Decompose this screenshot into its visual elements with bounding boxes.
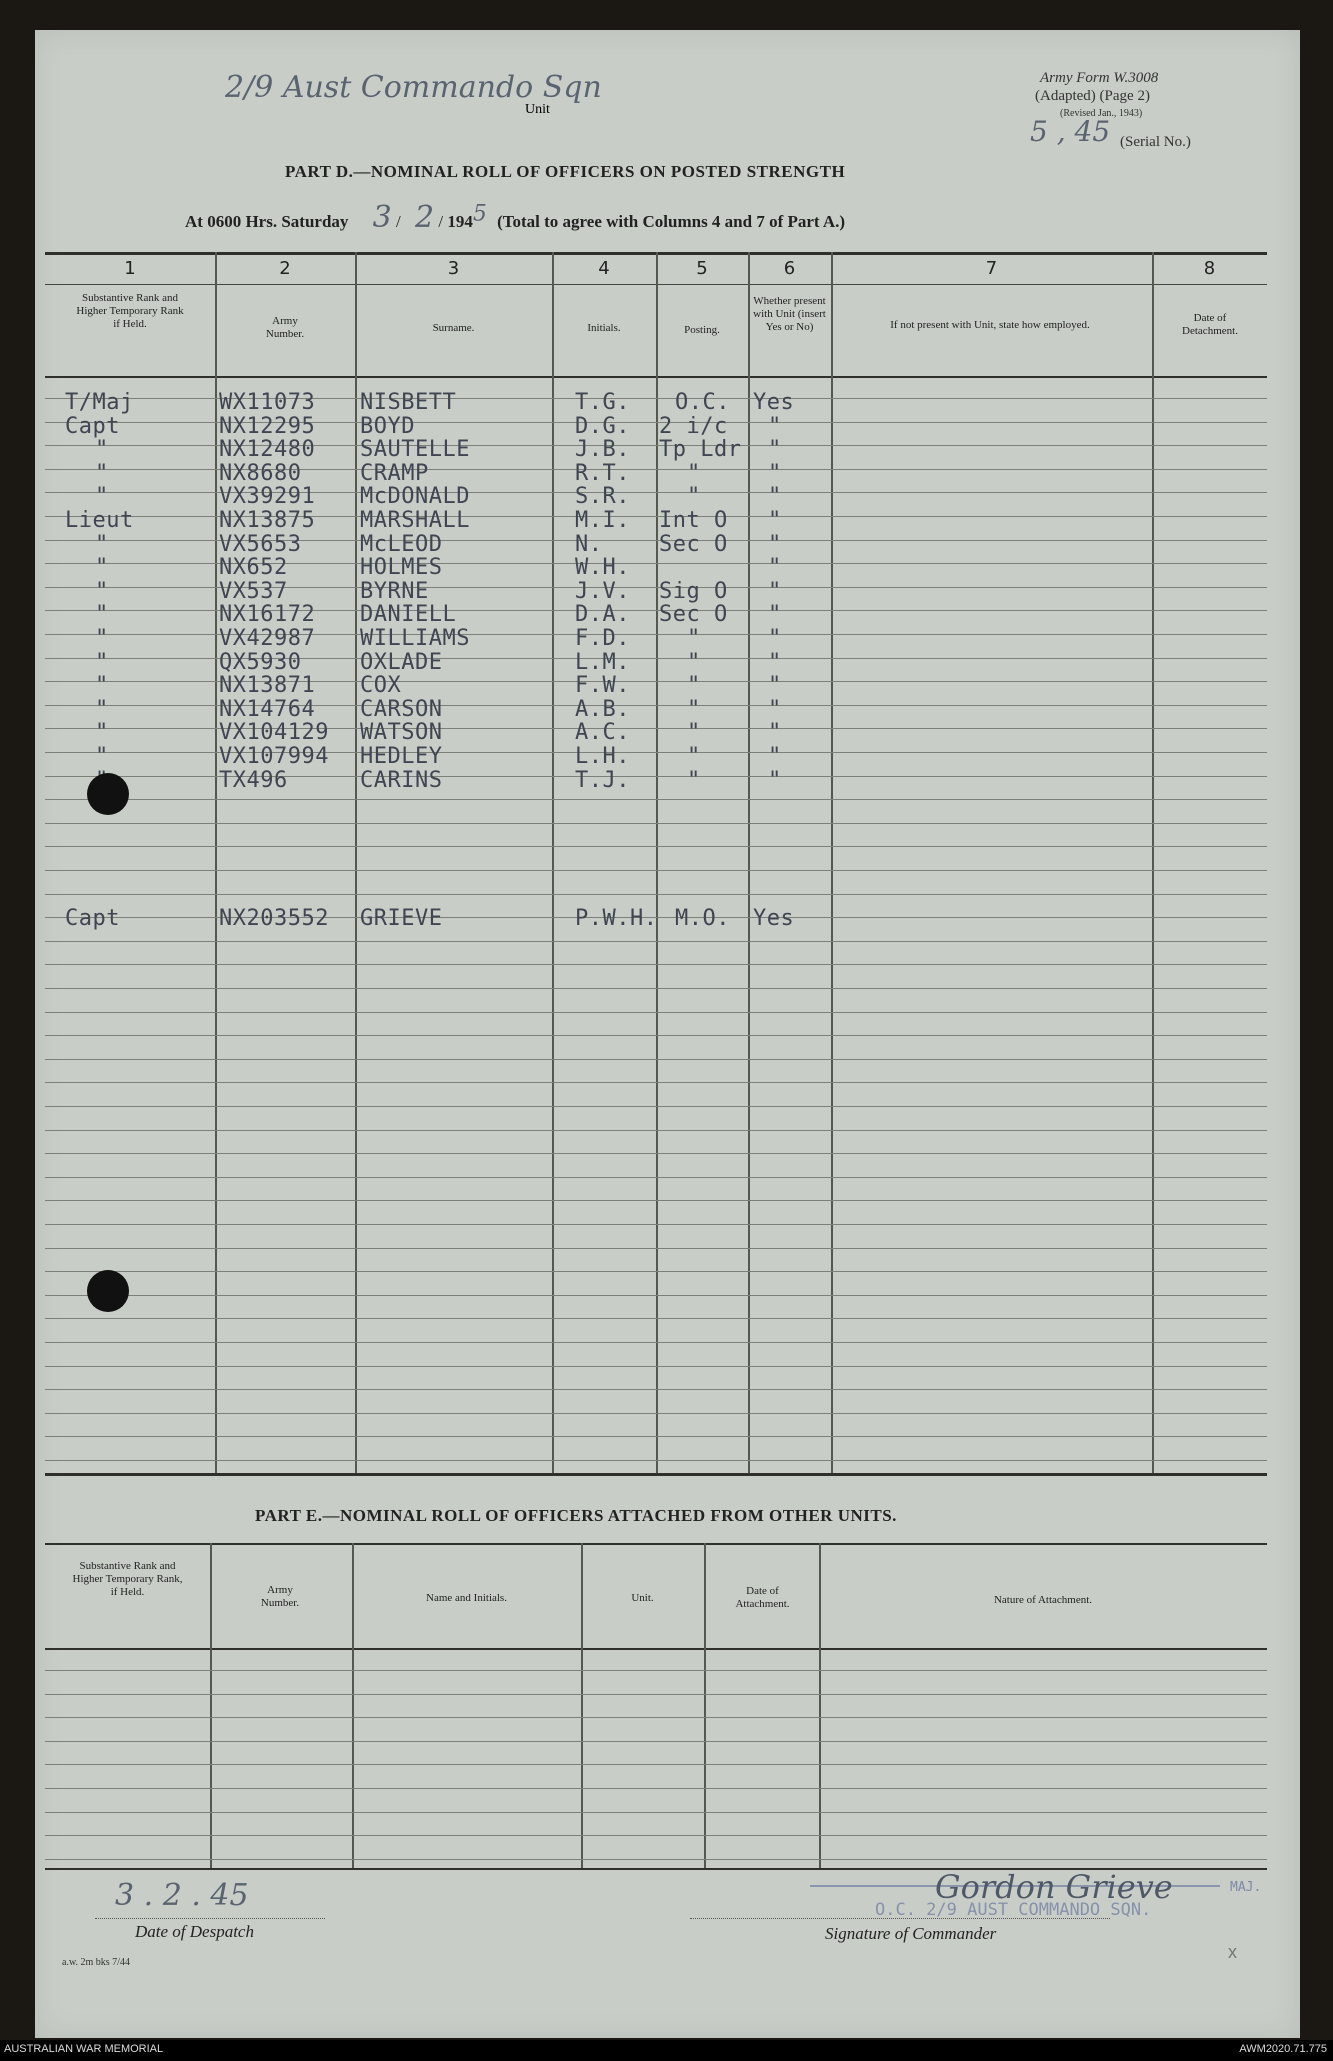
cell-surname: SAUTELLE xyxy=(360,437,470,463)
cell-army-number: WX11073 xyxy=(219,390,316,415)
cell-rank: " xyxy=(95,437,109,463)
cell-surname: CARSON xyxy=(360,696,443,722)
cell-rank: " xyxy=(95,649,109,675)
cell-rank: " xyxy=(95,744,109,769)
cell-posting: " xyxy=(687,649,701,675)
cell-posting: O.C. xyxy=(675,390,730,415)
punch-hole-bottom xyxy=(87,1270,129,1312)
cell-army-number: NX8680 xyxy=(219,460,302,486)
cell-rank: Capt xyxy=(65,906,120,931)
cell-army-number: NX16172 xyxy=(219,602,316,628)
cell-surname: McLEOD xyxy=(360,531,443,557)
form-adapted: (Adapted) (Page 2) xyxy=(1035,88,1150,104)
cell-present: " xyxy=(768,744,782,769)
e-header-name: Name and Initials. xyxy=(426,1592,507,1604)
date-day-hand: 3 xyxy=(372,200,392,235)
cell-initials: A.C. xyxy=(575,720,630,746)
cell-surname: CARINS xyxy=(360,767,443,793)
cell-posting: Sec O xyxy=(659,602,728,628)
cell-rank: " xyxy=(95,460,109,486)
archive-right: AWM2020.71.775 xyxy=(1239,2043,1327,2055)
despatch-date-hand: 3 . 2 . 45 xyxy=(115,1878,249,1913)
cell-initials: D.G. xyxy=(575,413,630,439)
total-note: (Total to agree with Columns 4 and 7 of Part A.) xyxy=(497,212,846,231)
cell-posting: M.O. xyxy=(675,906,730,931)
despatch-label: Date of Despatch xyxy=(135,1922,254,1941)
cell-surname: WATSON xyxy=(360,720,443,746)
e-header-army-number: Army Number. xyxy=(260,1584,300,1609)
cell-surname: OXLADE xyxy=(360,649,443,675)
cell-surname: BOYD xyxy=(360,413,415,439)
col-header-posting: Posting. xyxy=(684,324,720,336)
cell-present: " xyxy=(768,673,782,699)
commander-stamp: O.C. 2/9 AUST COMMANDO SQN. xyxy=(875,1900,1152,1920)
cell-present: " xyxy=(768,602,782,628)
year-prefix: 194 xyxy=(447,212,473,231)
cell-surname: CRAMP xyxy=(360,460,429,486)
year-suffix-hand: 5 xyxy=(472,201,487,227)
form-revised: (Revised Jan., 1943) xyxy=(1060,108,1143,119)
cell-present: " xyxy=(768,460,782,486)
at-prefix: At 0600 Hrs. Saturday xyxy=(185,212,349,231)
col-number-5: 5 xyxy=(696,258,708,279)
cell-rank: Capt xyxy=(65,413,120,439)
col-header-present: Whether present with Unit (insert Yes or No) xyxy=(753,295,826,333)
cell-present: " xyxy=(768,626,782,651)
cell-rank: Lieut xyxy=(65,508,134,533)
cell-initials: T.J. xyxy=(575,767,630,793)
cell-present: " xyxy=(768,555,782,581)
col-header-army-number: Army Number. xyxy=(265,315,305,340)
cell-army-number: NX203552 xyxy=(219,906,329,931)
date-month-hand: 2 xyxy=(414,200,435,235)
e-header-date: Date of Attachment. xyxy=(735,1585,790,1610)
cell-initials: F.D. xyxy=(575,626,630,651)
cell-rank: " xyxy=(95,696,109,722)
cell-surname: HOLMES xyxy=(360,555,443,581)
cell-posting: " xyxy=(687,720,701,746)
cell-present: " xyxy=(768,531,782,557)
cell-present: Yes xyxy=(753,906,795,931)
unit-label: Unit xyxy=(525,102,550,117)
archive-footer xyxy=(0,2040,1333,2061)
cell-surname: GRIEVE xyxy=(360,906,443,931)
e-header-unit: Unit. xyxy=(631,1592,654,1604)
cell-present: " xyxy=(768,649,782,675)
cell-initials: F.W. xyxy=(575,673,630,699)
cell-rank: " xyxy=(95,602,109,628)
col-header-surname: Surname. xyxy=(432,322,475,334)
cell-surname: HEDLEY xyxy=(360,744,443,769)
cell-present: " xyxy=(768,578,782,604)
cell-surname: COX xyxy=(360,673,402,699)
cell-initials: D.A. xyxy=(575,602,630,628)
cell-posting: " xyxy=(687,767,701,793)
cell-posting: Sec O xyxy=(659,531,728,557)
at-line: At 0600 Hrs. Saturday 3 / 2 / 1945 (Total to agree with Columns 4 and 7 of Part A.) xyxy=(185,200,846,235)
cell-posting: Int O xyxy=(659,508,728,533)
cell-army-number: NX13871 xyxy=(219,673,316,699)
cell-rank: " xyxy=(95,720,109,746)
cell-initials: T.G. xyxy=(575,390,630,415)
signature-label: Signature of Commander xyxy=(825,1924,997,1943)
print-code: a.w. 2m bks 7/44 xyxy=(62,1957,130,1968)
serial-label: (Serial No.) xyxy=(1120,134,1191,150)
part-d-title: PART D.—NOMINAL ROLL OF OFFICERS ON POSTED STRENGTH xyxy=(285,162,846,181)
cell-surname: BYRNE xyxy=(360,578,429,604)
cell-rank: " xyxy=(95,673,109,699)
col-header-detachment: Date of Detachment. xyxy=(1182,312,1238,337)
cell-army-number: VX42987 xyxy=(219,626,316,651)
cell-rank: " xyxy=(95,626,109,651)
e-header-nature: Nature of Attachment. xyxy=(993,1594,1093,1606)
cell-rank: " xyxy=(95,555,109,581)
cell-initials: M.I. xyxy=(575,508,630,533)
cell-posting: Tp Ldr xyxy=(659,437,742,463)
cell-rank: " xyxy=(95,531,109,557)
cell-army-number: NX12480 xyxy=(219,437,316,463)
cell-initials: J.V. xyxy=(575,578,630,604)
cell-present: " xyxy=(768,413,782,439)
cell-present: " xyxy=(768,720,782,746)
cell-surname: McDONALD xyxy=(360,484,470,510)
cell-initials: L.M. xyxy=(575,649,630,675)
cell-posting: " xyxy=(687,673,701,699)
cell-army-number: VX5653 xyxy=(219,531,302,557)
cell-army-number: TX496 xyxy=(219,767,288,793)
cell-posting: " xyxy=(687,626,701,651)
cell-rank: T/Maj xyxy=(65,390,134,415)
serial-handwritten: 5 , 45 xyxy=(1030,115,1111,148)
cell-present: " xyxy=(768,767,782,793)
cell-army-number: VX107994 xyxy=(219,744,329,769)
e-header-rank: Substantive Rank and Higher Temporary Rank, if Held. xyxy=(72,1560,183,1598)
corner-mark: x xyxy=(1228,1942,1237,1962)
cell-surname: DANIELL xyxy=(360,602,457,628)
cell-posting: 2 i/c xyxy=(659,413,728,439)
cell-army-number: NX12295 xyxy=(219,413,316,439)
cell-posting: " xyxy=(687,696,701,722)
archive-left: AUSTRALIAN WAR MEMORIAL xyxy=(4,2043,164,2055)
col-number-1: 1 xyxy=(124,258,136,279)
cell-army-number: QX5930 xyxy=(219,649,302,675)
cell-initials: L.H. xyxy=(575,744,630,769)
cell-army-number: VX104129 xyxy=(219,720,329,746)
col-header-initials: Initials. xyxy=(587,322,621,334)
cell-present: Yes xyxy=(753,390,795,415)
cell-surname: WILLIAMS xyxy=(360,626,470,651)
col-header-rank: Substantive Rank and Higher Temporary Rank if Held. xyxy=(76,292,184,330)
cell-army-number: VX39291 xyxy=(219,484,316,510)
cell-surname: NISBETT xyxy=(360,390,457,415)
cell-posting: " xyxy=(687,484,701,510)
cell-surname: MARSHALL xyxy=(360,508,470,533)
cell-army-number: NX14764 xyxy=(219,696,316,722)
commander-signature: Gordon Grieve xyxy=(935,1868,1173,1906)
cell-posting: " xyxy=(687,460,701,486)
part-e-title: PART E.—NOMINAL ROLL OF OFFICERS ATTACHED FROM OTHER UNITS. xyxy=(255,1506,897,1525)
cell-initials: W.H. xyxy=(575,555,630,581)
form-id: Army Form W.3008 xyxy=(1040,70,1159,86)
cell-present: " xyxy=(768,696,782,722)
col-header-employed: If not present with Unit, state how employed. xyxy=(890,319,1090,331)
col-number-2: 2 xyxy=(279,258,291,279)
col-number-7: 7 xyxy=(985,258,998,279)
stamp-maj: MAJ. xyxy=(1230,1880,1262,1895)
cell-initials: A.B. xyxy=(575,696,630,722)
cell-initials: J.B. xyxy=(575,437,630,463)
cell-present: " xyxy=(768,437,782,463)
cell-rank: " xyxy=(95,578,109,604)
cell-initials: R.T. xyxy=(575,460,630,486)
cell-initials: S.R. xyxy=(575,484,630,510)
cell-army-number: NX652 xyxy=(219,555,288,581)
col-number-6: 6 xyxy=(783,258,796,279)
cell-rank: " xyxy=(95,484,109,510)
col-number-3: 3 xyxy=(447,258,460,279)
cell-army-number: VX537 xyxy=(219,578,288,604)
form-page xyxy=(35,30,1300,2038)
cell-initials: P.W.H. xyxy=(575,906,658,931)
col-number-4: 4 xyxy=(598,258,610,279)
cell-present: " xyxy=(768,508,782,533)
unit-handwritten: 2/9 Aust Commando Sqn xyxy=(225,70,602,105)
cell-posting: " xyxy=(687,744,701,769)
cell-present: " xyxy=(768,484,782,510)
col-number-8: 8 xyxy=(1203,258,1216,279)
cell-posting: Sig O xyxy=(659,578,728,604)
punch-hole-top xyxy=(87,773,129,815)
cell-army-number: NX13875 xyxy=(219,508,316,533)
cell-initials: N. xyxy=(575,531,603,557)
